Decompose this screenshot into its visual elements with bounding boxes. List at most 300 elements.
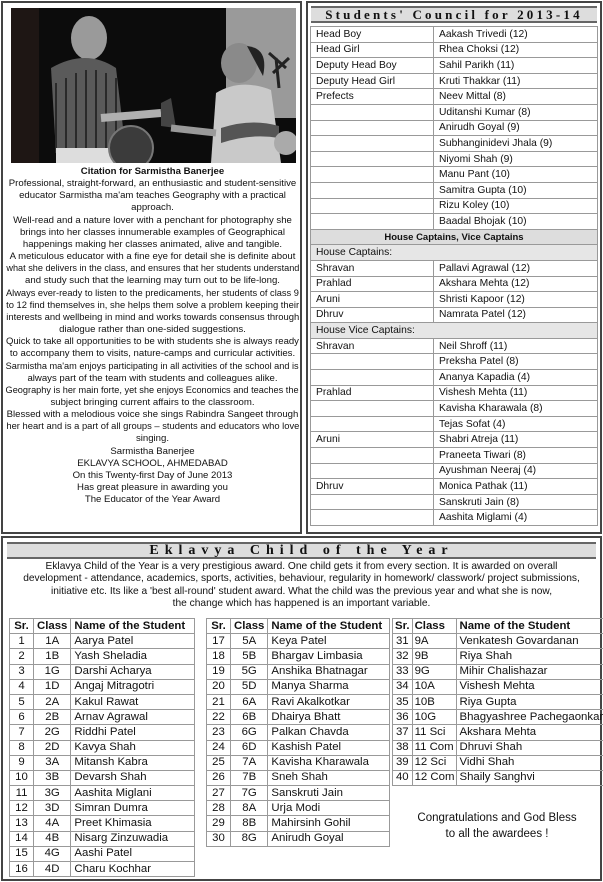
class-cell: 4A <box>34 816 71 831</box>
table-row <box>10 634 195 649</box>
council-role <box>311 370 434 386</box>
council-member: Manu Pant (10) <box>434 167 598 183</box>
student-name-cell: Shaily Sanghvi <box>457 770 603 785</box>
table-row <box>393 664 603 679</box>
student-name-cell: Anirudh Goyal <box>268 831 390 846</box>
captains-subheader-label: House Captains: <box>311 245 598 261</box>
awardee-table-1 <box>9 618 195 877</box>
council-row <box>311 42 598 58</box>
serial-cell: 2 <box>10 649 34 664</box>
citation-line: Professional, straight-forward, an enthusiastic and student-sensitive <box>8 178 297 190</box>
citation-line: to accompany them to visits, nature-camps and curricular activities. <box>9 348 296 360</box>
council-member: Sahil Parikh (11) <box>434 58 598 74</box>
council-member: Praneeta Tiwari (8) <box>434 448 598 464</box>
table-row <box>393 710 603 725</box>
class-cell: 9B <box>412 649 457 664</box>
student-name-cell: Devarsh Shah <box>71 770 195 785</box>
council-role <box>311 463 434 479</box>
congratulations-note <box>403 810 591 842</box>
council-member: Neil Shroff (11) <box>434 338 598 354</box>
council-role: Aruni <box>311 292 434 308</box>
student-name-cell: Kashish Patel <box>268 740 390 755</box>
citation-line: to 12 find themselves in, she helps them solve a problem keeping their <box>6 299 299 311</box>
table-row <box>10 710 195 725</box>
class-cell: 2G <box>34 725 71 740</box>
council-member: Aakash Trivedi (12) <box>434 27 598 43</box>
serial-cell: 37 <box>393 725 413 740</box>
council-role <box>311 214 434 230</box>
table-row <box>10 831 195 846</box>
serial-cell: 1 <box>10 634 34 649</box>
table-row <box>207 679 390 694</box>
class-cell: 1B <box>34 649 71 664</box>
table-header-row <box>10 619 195 634</box>
student-name-cell: Kavya Shah <box>71 740 195 755</box>
table-row <box>393 634 603 649</box>
council-member: Niyomi Shah (9) <box>434 151 598 167</box>
intro-line: the change which has happened is an important variable. <box>172 597 431 609</box>
council-member: Aashita Miglami (4) <box>434 510 598 526</box>
citation-line: what she delivers in the class, and ensures that her students understand <box>5 263 300 275</box>
citation-line: Geography is her main forte, yet she enjoys Economics and teaches the <box>5 384 299 396</box>
council-member: Preksha Patel (8) <box>434 354 598 370</box>
council-row <box>311 260 598 276</box>
class-cell: 1G <box>34 664 71 679</box>
class-cell: 3D <box>34 801 71 816</box>
council-role <box>311 120 434 136</box>
council-role <box>311 136 434 152</box>
council-row <box>311 136 598 152</box>
student-name-cell: Sneh Shah <box>268 770 390 785</box>
council-role: Dhruv <box>311 307 434 323</box>
citation-title: Citation for Sarmistha Banerjee <box>80 166 225 177</box>
table-row <box>207 740 390 755</box>
table-row <box>207 710 390 725</box>
serial-cell: 17 <box>207 634 231 649</box>
citation-line: EKLAVYA SCHOOL, AHMEDABAD <box>77 457 228 469</box>
council-member: Rizu Koley (10) <box>434 198 598 214</box>
student-name-cell: Mihir Chalishazar <box>457 664 603 679</box>
serial-cell: 10 <box>10 770 34 785</box>
serial-cell: 39 <box>393 755 413 770</box>
student-name-cell: Charu Kochhar <box>71 862 195 877</box>
class-cell: 5G <box>231 664 268 679</box>
class-cell: 2A <box>34 694 71 709</box>
council-row <box>311 510 598 526</box>
citation-line: dialogue rather than one-sided suggestions. <box>59 324 246 336</box>
citation-line: educator Sarmistha ma'am teaches Geography with a practical <box>19 190 286 202</box>
council-role: Prefects <box>311 89 434 105</box>
table-row <box>393 770 603 785</box>
serial-cell: 35 <box>393 694 413 709</box>
class-cell: 10G <box>412 710 457 725</box>
student-name-cell: Simran Dumra <box>71 801 195 816</box>
serial-cell: 5 <box>10 694 34 709</box>
class-cell: 9A <box>412 634 457 649</box>
citation-line: subject bringing current affairs to the classroom. <box>50 396 255 408</box>
serial-cell: 4 <box>10 679 34 694</box>
column-header: Class <box>34 619 71 634</box>
table-row <box>10 664 195 679</box>
class-cell: 1A <box>34 634 71 649</box>
council-row <box>311 354 598 370</box>
council-role: Prahlad <box>311 385 434 401</box>
table-row <box>10 862 195 877</box>
council-member: Monica Pathak (11) <box>434 479 598 495</box>
student-name-cell: Vishesh Mehta <box>457 679 603 694</box>
serial-cell: 23 <box>207 725 231 740</box>
serial-cell: 25 <box>207 755 231 770</box>
intro-line: development - attendance, academics, sports, activities, behaviour, regularity in homework/ classwork/ project submissions, <box>23 573 580 585</box>
serial-cell: 33 <box>393 664 413 679</box>
council-member: Rhea Choksi (12) <box>434 42 598 58</box>
citation-line: Blessed with a melodious voice she sings Rabindra Sangeet through <box>6 409 299 421</box>
student-name-cell: Anshika Bhatnagar <box>268 664 390 679</box>
council-row <box>311 198 598 214</box>
council-member: Anirudh Goyal (9) <box>434 120 598 136</box>
table-row <box>393 740 603 755</box>
council-role: Prahlad <box>311 276 434 292</box>
serial-cell: 26 <box>207 770 231 785</box>
council-member: Baadal Bhojak (10) <box>434 214 598 230</box>
vice-captains-subheader <box>311 323 598 339</box>
serial-cell: 36 <box>393 710 413 725</box>
student-name-cell: Kavisha Kharawala <box>268 755 390 770</box>
student-name-cell: Aarya Patel <box>71 634 195 649</box>
council-role: Aruni <box>311 432 434 448</box>
serial-cell: 16 <box>10 862 34 877</box>
class-cell: 6G <box>231 725 268 740</box>
student-name-cell: Dhairya Bhatt <box>268 710 390 725</box>
table-row <box>393 679 603 694</box>
student-name-cell: Palkan Chavda <box>268 725 390 740</box>
council-member: Ayushman Neeraj (4) <box>434 463 598 479</box>
council-row <box>311 151 598 167</box>
serial-cell: 31 <box>393 634 413 649</box>
class-cell: 11 Sci <box>412 725 457 740</box>
table-row <box>207 649 390 664</box>
congrats-line: to all the awardees ! <box>445 828 549 840</box>
council-member: Akshara Mehta (12) <box>434 276 598 292</box>
serial-cell: 15 <box>10 846 34 861</box>
class-cell: 6D <box>231 740 268 755</box>
student-name-cell: Manya Sharma <box>268 679 390 694</box>
council-role: Deputy Head Girl <box>311 73 434 89</box>
council-table <box>310 26 598 526</box>
serial-cell: 19 <box>207 664 231 679</box>
council-row <box>311 292 598 308</box>
citation-line: brings into her classes innumerable examples of Geographical <box>19 226 286 238</box>
council-row <box>311 182 598 198</box>
student-name-cell: Aashi Patel <box>71 846 195 861</box>
council-role <box>311 401 434 417</box>
council-role: Head Girl <box>311 42 434 58</box>
table-header-row <box>393 619 603 634</box>
council-row <box>311 104 598 120</box>
column-header: Name of the Student <box>71 619 195 634</box>
council-member: Neev Mittal (8) <box>434 89 598 105</box>
council-role: Shravan <box>311 260 434 276</box>
council-member: Sanskruti Jain (8) <box>434 494 598 510</box>
citation-line: The Educator of the Year Award <box>84 494 221 506</box>
award-photo <box>11 8 296 163</box>
student-name-cell: Angaj Mitragotri <box>71 679 195 694</box>
column-header: Sr. <box>10 619 34 634</box>
serial-cell: 22 <box>207 710 231 725</box>
class-cell: 7G <box>231 786 268 801</box>
citation-line: On this Twenty-first Day of June 2013 <box>72 469 233 481</box>
intro-line: initiative etc. Its like a 'best all-round' student award. What the child was the previous year and what she is now, <box>50 585 553 597</box>
captains-subheader <box>311 245 598 261</box>
council-member: Vishesh Mehta (11) <box>434 385 598 401</box>
council-role <box>311 182 434 198</box>
council-role: Dhruv <box>311 479 434 495</box>
council-row <box>311 89 598 105</box>
serial-cell: 9 <box>10 755 34 770</box>
serial-cell: 32 <box>393 649 413 664</box>
council-role <box>311 167 434 183</box>
student-name-cell: Bhargav Limbasia <box>268 649 390 664</box>
class-cell: 10B <box>412 694 457 709</box>
student-name-cell: Mahirsinh Gohil <box>268 816 390 831</box>
class-cell: 7A <box>231 755 268 770</box>
serial-cell: 28 <box>207 801 231 816</box>
council-member: Shristi Kapoor (12) <box>434 292 598 308</box>
class-cell: 9G <box>412 664 457 679</box>
serial-cell: 13 <box>10 816 34 831</box>
student-name-cell: Akshara Mehta <box>457 725 603 740</box>
student-name-cell: Kakul Rawat <box>71 694 195 709</box>
student-name-cell: Mitansh Kabra <box>71 755 195 770</box>
student-name-cell: Preet Khimasia <box>71 816 195 831</box>
table-row <box>393 755 603 770</box>
council-row <box>311 167 598 183</box>
citation-line: Sarmistha Banerjee <box>110 445 195 457</box>
student-name-cell: Venkatesh Govardanan <box>457 634 603 649</box>
table-row <box>207 770 390 785</box>
vice-captains-subheader-label: House Vice Captains: <box>311 323 598 339</box>
table-row <box>207 801 390 816</box>
class-cell: 12 Sci <box>412 755 457 770</box>
serial-cell: 29 <box>207 816 231 831</box>
serial-cell: 21 <box>207 694 231 709</box>
student-name-cell: Darshi Acharya <box>71 664 195 679</box>
table-header-row <box>207 619 390 634</box>
class-cell: 3B <box>34 770 71 785</box>
citation-line: Sarmistha ma'am enjoys participating in all activities of the school and is <box>6 360 299 372</box>
table-row <box>10 801 195 816</box>
table-row <box>10 649 195 664</box>
column-header: Name of the Student <box>457 619 603 634</box>
council-member: Uditanshi Kumar (8) <box>434 104 598 120</box>
class-cell: 1D <box>34 679 71 694</box>
student-name-cell: Sanskruti Jain <box>268 786 390 801</box>
council-panel <box>306 1 602 534</box>
serial-cell: 8 <box>10 740 34 755</box>
class-cell: 5A <box>231 634 268 649</box>
serial-cell: 12 <box>10 801 34 816</box>
student-name-cell: Urja Modi <box>268 801 390 816</box>
table-row <box>10 740 195 755</box>
citation-line: happenings making her classes animated, alive and tangible. <box>22 238 283 250</box>
council-row <box>311 73 598 89</box>
council-row <box>311 276 598 292</box>
table-row <box>10 770 195 785</box>
council-role <box>311 354 434 370</box>
student-name-cell: Yash Sheladia <box>71 649 195 664</box>
council-member: Kavisha Kharawala (8) <box>434 401 598 417</box>
table-row <box>207 755 390 770</box>
council-row <box>311 214 598 230</box>
citation-panel <box>1 1 302 534</box>
child-of-year-intro <box>9 561 594 610</box>
class-cell: 4D <box>34 862 71 877</box>
student-name-cell: Keya Patel <box>268 634 390 649</box>
council-member: Shabri Atreja (11) <box>434 432 598 448</box>
council-row <box>311 307 598 323</box>
council-role: Head Boy <box>311 27 434 43</box>
council-member: Tejas Sofat (4) <box>434 416 598 432</box>
citation-line: Quick to take all opportunities to be with students she is always ready <box>6 336 299 348</box>
council-row <box>311 27 598 43</box>
table-row <box>207 634 390 649</box>
table-row <box>207 664 390 679</box>
column-header: Sr. <box>207 619 231 634</box>
table-row <box>393 725 603 740</box>
class-cell: 10A <box>412 679 457 694</box>
table-row <box>10 755 195 770</box>
serial-cell: 3 <box>10 664 34 679</box>
student-name-cell: Aashita Miglani <box>71 786 195 801</box>
house-header-label: House Captains, Vice Captains <box>311 229 598 245</box>
citation-line: A meticulous educator with a fine eye for detail she is definite about <box>9 251 296 263</box>
citation-text <box>5 166 300 506</box>
citation-line: approach. <box>131 202 174 214</box>
serial-cell: 6 <box>10 710 34 725</box>
table-row <box>393 694 603 709</box>
serial-cell: 24 <box>207 740 231 755</box>
citation-line: Well-read and a nature lover with a penchant for photography she <box>13 214 292 226</box>
council-role <box>311 198 434 214</box>
student-name-cell: Vidhi Shah <box>457 755 603 770</box>
class-cell: 2B <box>34 710 71 725</box>
class-cell: 8G <box>231 831 268 846</box>
class-cell: 5B <box>231 649 268 664</box>
council-row <box>311 120 598 136</box>
table-row <box>207 725 390 740</box>
council-role <box>311 448 434 464</box>
council-role <box>311 494 434 510</box>
council-role <box>311 416 434 432</box>
serial-cell: 7 <box>10 725 34 740</box>
class-cell: 3G <box>34 786 71 801</box>
serial-cell: 27 <box>207 786 231 801</box>
class-cell: 5D <box>231 679 268 694</box>
table-row <box>10 816 195 831</box>
table-row <box>10 694 195 709</box>
student-name-cell: Riddhi Patel <box>71 725 195 740</box>
class-cell: 3A <box>34 755 71 770</box>
citation-line: singing. <box>135 433 170 445</box>
table-row <box>10 679 195 694</box>
council-row <box>311 401 598 417</box>
class-cell: 7B <box>231 770 268 785</box>
column-header: Sr. <box>393 619 413 634</box>
serial-cell: 30 <box>207 831 231 846</box>
council-row <box>311 385 598 401</box>
serial-cell: 18 <box>207 649 231 664</box>
table-row <box>207 831 390 846</box>
congrats-line: Congratulations and God Bless <box>417 812 577 824</box>
class-cell: 6B <box>231 710 268 725</box>
class-cell: 6A <box>231 694 268 709</box>
class-cell: 12 Com <box>412 770 457 785</box>
council-role: Deputy Head Boy <box>311 58 434 74</box>
table-row <box>10 846 195 861</box>
council-member: Pallavi Agrawal (12) <box>434 260 598 276</box>
class-cell: 4G <box>34 846 71 861</box>
awardee-table-2 <box>206 618 390 847</box>
awardee-table-3 <box>392 618 603 786</box>
citation-line: always part of the team with students and colleagues alike. <box>27 372 278 384</box>
student-name-cell: Arnav Agrawal <box>71 710 195 725</box>
table-row <box>10 725 195 740</box>
council-row <box>311 463 598 479</box>
council-row <box>311 494 598 510</box>
class-cell: 4B <box>34 831 71 846</box>
council-member: Samitra Gupta (10) <box>434 182 598 198</box>
class-cell: 11 Com <box>412 740 457 755</box>
citation-line: and study such that the learning may turn out to be life-long. <box>25 275 280 287</box>
serial-cell: 38 <box>393 740 413 755</box>
council-member: Subhanginidevi Jhala (9) <box>434 136 598 152</box>
serial-cell: 34 <box>393 679 413 694</box>
child-of-year-panel <box>1 536 602 881</box>
class-cell: 8A <box>231 801 268 816</box>
council-row <box>311 338 598 354</box>
table-row <box>207 786 390 801</box>
student-name-cell: Riya Gupta <box>457 694 603 709</box>
council-title: Students' Council for 2013-14 <box>311 6 597 23</box>
council-row <box>311 432 598 448</box>
serial-cell: 40 <box>393 770 413 785</box>
table-row <box>207 694 390 709</box>
intro-line: Eklavya Child of the Year is a very prestigious award. One child gets it from every section. It is awarded on overall <box>45 561 558 572</box>
student-name-cell: Riya Shah <box>457 649 603 664</box>
student-name-cell: Dhruvi Shah <box>457 740 603 755</box>
council-role <box>311 104 434 120</box>
serial-cell: 11 <box>10 786 34 801</box>
table-row <box>10 786 195 801</box>
council-member: Ananya Kapadia (4) <box>434 370 598 386</box>
column-header: Class <box>412 619 457 634</box>
table-row <box>393 649 603 664</box>
council-row <box>311 370 598 386</box>
house-header <box>311 229 598 245</box>
council-row <box>311 448 598 464</box>
column-header: Name of the Student <box>268 619 390 634</box>
serial-cell: 20 <box>207 679 231 694</box>
citation-line: Always ever-ready to listen to the predicaments, her students of class 9 <box>5 287 299 299</box>
council-role <box>311 510 434 526</box>
child-of-year-title: Eklavya Child of the Year <box>7 542 596 559</box>
citation-line: Has great pleasure in awarding you <box>77 482 228 494</box>
class-cell: 8B <box>231 816 268 831</box>
council-role <box>311 151 434 167</box>
column-header: Class <box>231 619 268 634</box>
student-name-cell: Bhagyashree Pachegaonkar <box>457 710 603 725</box>
council-row <box>311 416 598 432</box>
